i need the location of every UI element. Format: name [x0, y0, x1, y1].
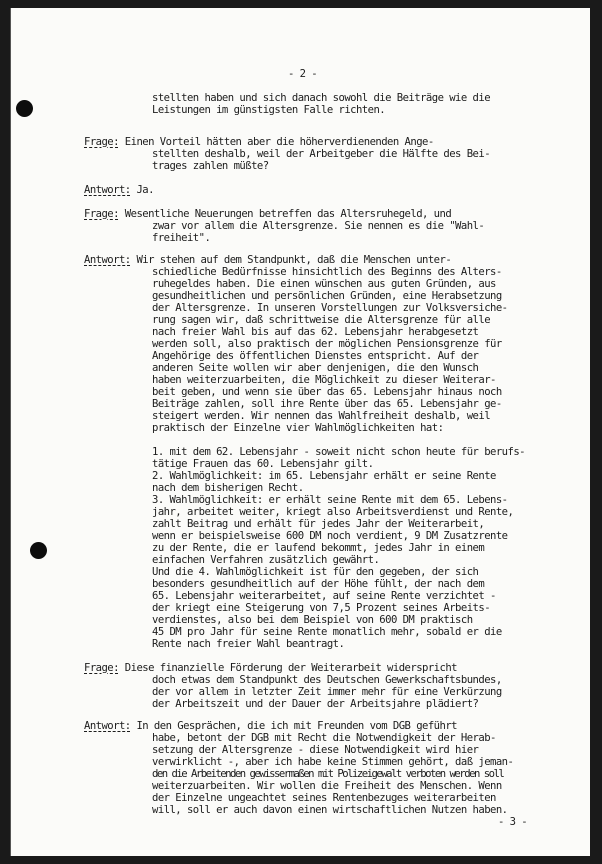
text-line: der vor allem in letzter Zeit immer mehr für eine Verkürzung [152, 686, 502, 698]
text-line: praktisch der Einzelne vier Wahlmöglichkeiten hat: [152, 422, 444, 434]
text-line: verwirklicht -, aber ich habe keine Stimmen gehört, daß jeman- [152, 756, 514, 768]
text-line: 2. Wahlmöglichkeit: im 65. Lebensjahr erhält er seine Rente [152, 470, 496, 482]
text-line: zahlt Beitrag und erhält für jedes Jahr der Weiterarbeit, [152, 518, 485, 530]
text-line: einfachen Verfahren zusätzlich gewährt. [152, 554, 380, 566]
text-line: ruhegeldes haben. Die einen wünschen aus guten Gründen, aus [152, 278, 496, 290]
page-number: - 2 - [288, 68, 318, 80]
text-line: habe, betont der DGB mit Recht die Notwendigkeit der Herab- [152, 732, 496, 744]
answer-label: Antwort: [84, 184, 131, 196]
text-line: Leistungen im günstigsten Falle richten. [152, 104, 386, 116]
text-line: freiheit". [152, 232, 211, 244]
text-line: 1. mit dem 62. Lebensjahr - soweit nicht schon heute für berufs- [152, 446, 525, 458]
text-line: Wesentliche Neuerungen betreffen das Altersruhegeld, und [118, 208, 452, 220]
text-line: Einen Vorteil hätten aber die höherverdienenden Ange- [118, 136, 434, 148]
answer-block [84, 254, 525, 650]
text-line: jahr, arbeitet weiter, kriegt also Arbeitsverdienst und Rente, [152, 506, 514, 518]
answer-block [84, 720, 513, 816]
text-line: verdienstes, also bei dem Beispiel von 600 DM praktisch [152, 614, 473, 626]
document-page [10, 8, 590, 856]
text-line: stellten deshalb, weil der Arbeitgeber die Hälfte des Bei- [152, 148, 491, 160]
text-line: der Altersgrenze. In unseren Vorstellungen zur Volksversiche- [152, 302, 508, 314]
text-line: anderen Seite wollen wir aber denjenigen, die den Wunsch [152, 362, 479, 374]
text-line: beit geben, und wenn sie über das 65. Lebensjahr hinaus noch [152, 386, 502, 398]
text-line: weiterzuarbeiten. Wir wollen die Freiheit des Menschen. Wenn [152, 780, 502, 792]
text-line: setzung der Altersgrenze - diese Notwendigkeit wird hier [152, 744, 479, 756]
text-line: der Arbeitszeit und der Dauer der Arbeitsjahre plädiert? [152, 698, 479, 710]
text-line: gesundheitlichen und persönlichen Gründen, eine Herabsetzung [152, 290, 502, 302]
text-line: Angehörige des öffentlichen Dienstes entspricht. Auf der [152, 350, 479, 362]
blank-line [84, 434, 525, 446]
question-block [84, 136, 490, 172]
text-line: Rente nach freier Wahl beantragt. [152, 638, 345, 650]
text-line: wenn er beispielsweise 600 DM noch verdient, 9 DM Zusatzrente [152, 530, 508, 542]
text-line: Und die 4. Wahlmöglichkeit ist für den gegeben, der sich [152, 566, 479, 578]
text-line: Ja. [130, 184, 154, 196]
text-line: steigert werden. Wir nennen das Wahlfreiheit deshalb, weil [152, 410, 491, 422]
text-line: tätige Frauen das 60. Lebensjahr gilt. [152, 458, 374, 470]
question-label: Frage: [84, 208, 119, 220]
text-line: zu der Rente, die er laufend bekommt, jedes Jahr in einem [152, 542, 485, 554]
text-line: 3. Wahlmöglichkeit: er erhält seine Rente mit dem 65. Lebens- [152, 494, 508, 506]
text-line: 65. Lebensjahr weiterarbeitet, auf seine Rente verzichtet - [152, 590, 496, 602]
question-label: Frage: [84, 662, 119, 674]
question-block [84, 662, 502, 710]
text-line: werden soll, also praktisch der möglichen Pensionsgrenze für [152, 338, 502, 350]
text-line: Diese finanzielle Förderung der Weiterarbeit widerspricht [118, 662, 457, 674]
text-line: den die Arbeitenden gewissermaßen mit Polizeigewalt verboten werden soll [152, 768, 504, 780]
text-line: 45 DM pro Jahr für seine Rente monatlich mehr, sobald er die [152, 626, 502, 638]
answer-label: Antwort: [84, 254, 131, 266]
text-line: In den Gesprächen, die ich mit Freunden vom DGB geführt [130, 720, 457, 732]
intro-paragraph [84, 92, 490, 116]
text-line: nach dem bisherigen Recht. [152, 482, 304, 494]
text-line: nach freier Wahl bis auf das 62. Lebensjahr herabgesetzt [152, 326, 479, 338]
punch-hole-top [16, 100, 33, 117]
text-line: der kriegt eine Steigerung von 7,5 Prozent seines Arbeits- [152, 602, 491, 614]
punch-hole-bottom [30, 542, 47, 559]
text-line: Wir stehen auf dem Standpunkt, daß die Menschen unter- [130, 254, 452, 266]
text-line: trages zahlen müßte? [152, 160, 269, 172]
text-line: zwar vor allem die Altersgrenze. Sie nennen es die "Wahl- [152, 220, 485, 232]
page-edge [10, 8, 11, 856]
answer-block [84, 184, 154, 196]
question-label: Frage: [84, 136, 119, 148]
answer-label: Antwort: [84, 720, 131, 732]
text-line: haben weiterzuarbeiten, die Möglichkeit zu dieser Weiterar- [152, 374, 496, 386]
text-line: Beiträge zahlen, soll ihre Rente über das 65. Lebensjahr ge- [152, 398, 502, 410]
next-page-marker: - 3 - [498, 816, 528, 828]
text-line: will, soll er auch davon einen wirtschaftlichen Nutzen haben. [152, 804, 508, 816]
text-line: besonders gesundheitlich auf der Höhe fühlt, der nach dem [152, 578, 485, 590]
text-line: schiedliche Bedürfnisse hinsichtlich des Beginns des Alters- [152, 266, 502, 278]
question-block [84, 208, 484, 244]
text-line: rung sagen wir, daß schrittweise die Altersgrenze für alle [152, 314, 491, 326]
text-line: der Einzelne ungeachtet seines Rentenbezuges weiterarbeiten [152, 792, 496, 804]
text-line: doch etwas dem Standpunkt des Deutschen Gewerkschaftsbundes, [152, 674, 502, 686]
text-line: stellten haben und sich danach sowohl die Beiträge wie die [152, 92, 491, 104]
